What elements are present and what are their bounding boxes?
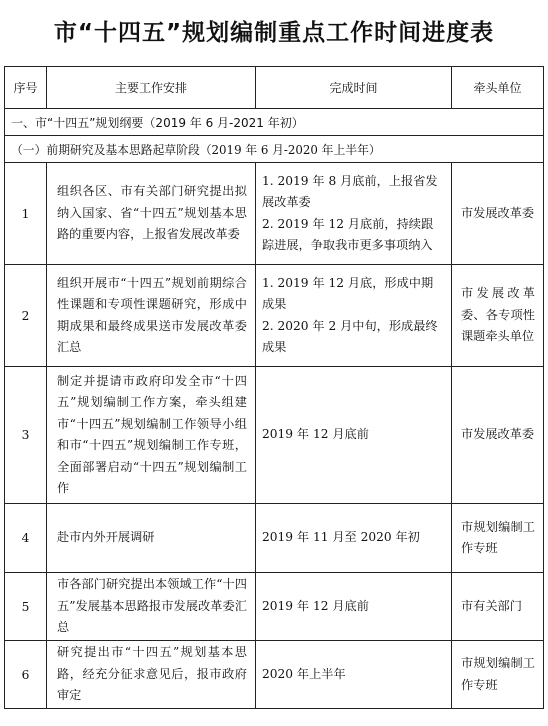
row-time (256, 641, 452, 709)
section-heading: 一、市“十四五”规划纲要（2019 年 6 月-2021 年初） (5, 109, 544, 136)
row-task: 市各部门研究提出本领域工作“十四五”发展基本思路报市发展改革委汇总 (47, 573, 256, 641)
subsection-heading: （一）前期研究及基本思路起草阶段（2019 年 6 月-2020 年上半年） (5, 136, 544, 163)
row-unit: 市规划编制工作专班 (452, 641, 544, 709)
row-time (256, 573, 452, 641)
time-item: 2020 年上半年 (262, 666, 346, 681)
row-task: 研究提出市“十四五”规划基本思路，经充分征求意见后，报市政府审定 (47, 641, 256, 709)
row-time (256, 265, 452, 367)
schedule-table (4, 66, 544, 709)
row-unit: 市发展改革委 (452, 367, 544, 504)
row-task: 组织各区、市有关部门研究提出拟纳入国家、省“十四五”规划基本思路的重要内容，上报省发展改革委 (47, 163, 256, 265)
row-unit: 市有关部门 (452, 573, 544, 641)
table-row (5, 265, 544, 367)
document-title: 市“十四五”规划编制重点工作时间进度表 (53, 20, 495, 46)
header-time: 完成时间 (256, 67, 452, 109)
table-row (5, 504, 544, 573)
row-unit: 市发展改革委 (452, 163, 544, 265)
time-item: 1. 2019 年 12 月底，形成中期成果 (262, 275, 434, 311)
time-item: 2. 2019 年 12 月底前，持续跟踪进展，争取我市更多事项纳入 (262, 216, 434, 252)
time-item: 2019 年 12 月底前 (262, 427, 369, 442)
table-row (5, 641, 544, 709)
row-number: 4 (5, 504, 47, 573)
subsection-row (5, 136, 544, 163)
time-item: 2019 年 11 月至 2020 年初 (262, 530, 420, 545)
table-row (5, 367, 544, 504)
header-num: 序号 (5, 67, 47, 109)
row-task: 组织开展市“十四五”规划前期综合性课题和专项性课题研究，形成中期成果和最终成果送市发展改革委汇总 (47, 265, 256, 367)
row-number: 1 (5, 163, 47, 265)
time-item: 2019 年 12 月底前 (262, 598, 369, 613)
row-unit: 市规划编制工作专班 (452, 504, 544, 573)
row-time (256, 367, 452, 504)
row-time (256, 163, 452, 265)
row-task: 制定并提请市政府印发全市“十四五”规划编制工作方案，牵头组建市“十四五”规划编制工作领导小组和市“十四五”规划编制工作专班，全面部署启动“十四五”规划编制工作 (47, 367, 256, 504)
table-row (5, 573, 544, 641)
table-row (5, 163, 544, 265)
row-number: 3 (5, 367, 47, 504)
header-task: 主要工作安排 (47, 67, 256, 109)
time-item: 1. 2019 年 8 月底前，上报省发展改革委 (262, 173, 438, 209)
section-row (5, 109, 544, 136)
row-time (256, 504, 452, 573)
row-task: 赴市内外开展调研 (47, 504, 256, 573)
table-header-row (5, 67, 544, 109)
header-unit: 牵头单位 (452, 67, 544, 109)
row-unit: 市发展改革委、各专项性课题牵头单位 (452, 265, 544, 367)
row-number: 5 (5, 573, 47, 641)
row-number: 6 (5, 641, 47, 709)
row-number: 2 (5, 265, 47, 367)
time-item: 2. 2020 年 2 月中旬，形成最终成果 (262, 318, 438, 354)
